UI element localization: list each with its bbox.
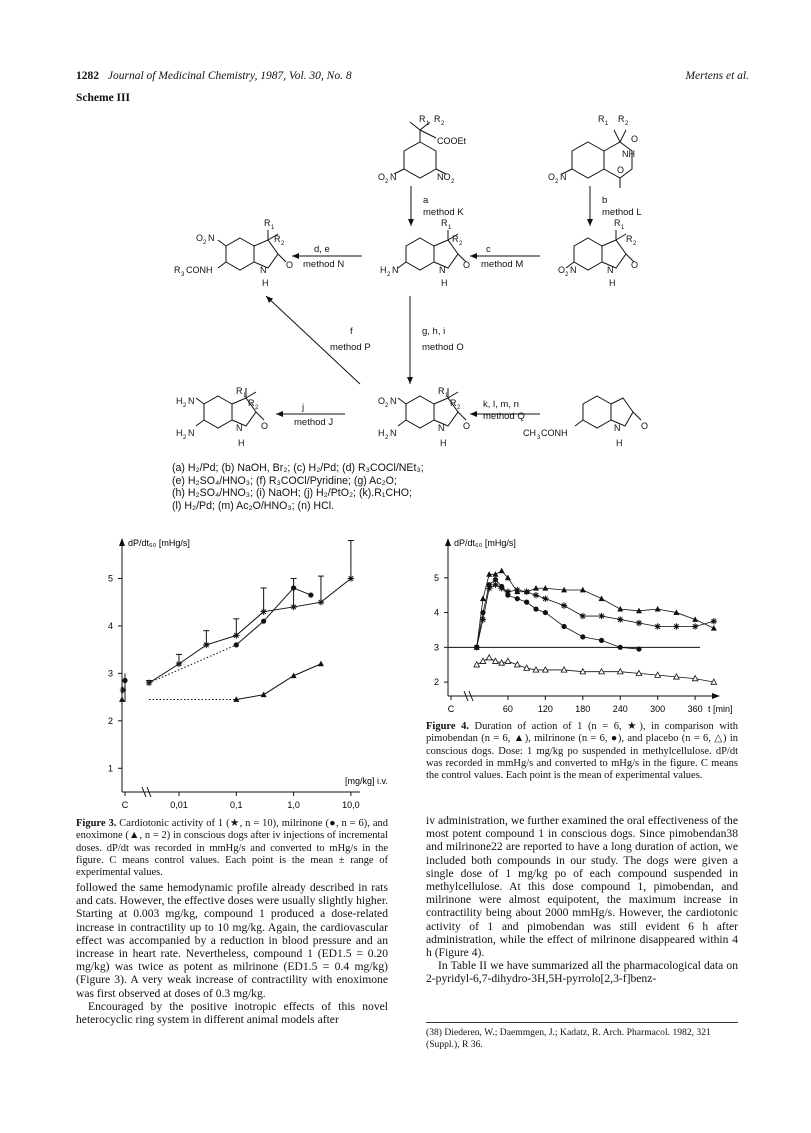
- data-point: [308, 592, 313, 597]
- data-point: [599, 638, 604, 643]
- y-tick-label: 2: [108, 715, 114, 726]
- paragraph: Encouraged by the positive inotropic effects of this novel heterocyclic ring system in different animal models after: [76, 999, 388, 1027]
- data-point: [474, 645, 479, 650]
- paragraph: In Table II we have summarized all the pharmacological data on 2-pyridyl-6,7-dihydro-3H,5H-pyrrolo[2,3-f]benz-: [426, 959, 738, 986]
- svg-text:N: N: [390, 396, 397, 406]
- data-point: [711, 618, 717, 624]
- data-point: [580, 613, 586, 619]
- svg-text:2: 2: [387, 272, 391, 278]
- svg-text:2: 2: [555, 179, 559, 185]
- legend-line: (a) H₂/Pd; (b) NaOH, Br₂; (c) H₂/Pd; (d) R₃COCl/NEt₃;: [172, 462, 424, 474]
- data-point: [580, 634, 585, 639]
- svg-text:R: R: [452, 234, 459, 244]
- data-point: [505, 658, 511, 663]
- svg-text:O: O: [548, 172, 556, 182]
- y-tick-label: 2: [434, 677, 440, 688]
- svg-text:O: O: [463, 421, 471, 431]
- svg-text:O: O: [196, 233, 204, 243]
- body-left-column: [76, 881, 388, 1026]
- data-point: [542, 595, 548, 601]
- x-tick-label: C: [121, 800, 129, 810]
- data-point: [636, 646, 641, 651]
- data-point: [290, 604, 296, 610]
- svg-text:H: H: [441, 278, 448, 288]
- svg-text:O: O: [631, 260, 639, 270]
- svg-text:2: 2: [459, 241, 463, 247]
- data-point: [636, 620, 642, 626]
- step-de: d, e: [314, 244, 330, 255]
- svg-text:N: N: [438, 423, 445, 433]
- data-point: [561, 667, 567, 672]
- data-point: [654, 623, 660, 629]
- x-tick-label: 0,1: [230, 800, 243, 810]
- svg-text:2: 2: [625, 121, 629, 127]
- y-tick-label: 4: [434, 607, 440, 618]
- x-tick-label: 300: [650, 704, 666, 714]
- data-point: [176, 661, 182, 667]
- svg-text:R: R: [618, 114, 625, 124]
- svg-text:R: R: [598, 114, 605, 124]
- x-tick-label: C: [447, 704, 455, 714]
- svg-text:O: O: [617, 165, 625, 175]
- data-point: [655, 606, 661, 612]
- svg-text:O: O: [631, 134, 639, 144]
- data-point: [692, 623, 698, 629]
- svg-text:2: 2: [183, 435, 187, 441]
- svg-text:H: H: [176, 428, 183, 438]
- svg-text:R: R: [274, 234, 281, 244]
- page-number: 1282: [76, 70, 99, 82]
- data-point: [261, 692, 267, 698]
- step-b: b: [602, 195, 608, 206]
- svg-text:O: O: [378, 396, 386, 406]
- svg-text:N: N: [560, 172, 567, 182]
- data-point: [533, 592, 539, 598]
- data-point: [318, 661, 324, 667]
- structure-diester: [394, 122, 446, 178]
- data-point: [474, 662, 480, 667]
- method-m: method M: [481, 259, 524, 270]
- svg-text:1: 1: [426, 121, 430, 127]
- svg-text:1: 1: [445, 393, 449, 399]
- step-a: a: [423, 195, 429, 206]
- svg-text:N: N: [236, 423, 243, 433]
- y-axis-label: dP/dt₆₀ [mHg/s]: [454, 538, 516, 548]
- y-tick-label: 3: [108, 668, 114, 679]
- svg-text:1: 1: [243, 393, 247, 399]
- data-point: [561, 624, 566, 629]
- svg-text:H: H: [616, 438, 623, 448]
- svg-text:O: O: [286, 260, 294, 270]
- svg-text:3: 3: [537, 435, 541, 441]
- y-axis-arrowhead: [119, 538, 125, 546]
- svg-text:R: R: [450, 398, 457, 408]
- data-point: [486, 655, 492, 660]
- method-o: method O: [422, 342, 464, 353]
- series-line: [236, 664, 321, 700]
- y-tick-label: 3: [434, 642, 440, 653]
- x-tick-label: 10,0: [342, 800, 360, 810]
- svg-text:CONH: CONH: [541, 428, 568, 438]
- y-axis-label: dP/dt₆₀ [mHg/s]: [128, 538, 190, 548]
- data-point: [203, 642, 209, 648]
- legend-line: (l) H₂/Pd; (m) Ac₂O/HNO₃; (n) HCl.: [172, 499, 335, 512]
- figure-4-label: Figure 4.: [426, 721, 469, 732]
- svg-text:R: R: [264, 218, 271, 228]
- step-klmn: k, l, m, n: [483, 399, 519, 410]
- svg-text:N: N: [390, 428, 397, 438]
- data-point: [480, 658, 486, 663]
- svg-text:1: 1: [605, 121, 609, 127]
- svg-text:R: R: [174, 265, 181, 275]
- legend-line: (h) H₂SO₄/HNO₃; (i) NaOH; (j) H₂/PtO₂; (k).R₁CHO;: [172, 487, 412, 500]
- step-j: j: [302, 402, 305, 413]
- step-ghi: g, h, i: [422, 326, 446, 337]
- svg-text:N: N: [260, 265, 267, 275]
- x-tick-label: 180: [575, 704, 591, 714]
- method-l: method L: [602, 207, 642, 218]
- svg-text:O: O: [463, 260, 471, 270]
- svg-text:N: N: [607, 265, 614, 275]
- svg-text:R: R: [434, 114, 441, 124]
- data-point: [493, 658, 499, 663]
- journal-citation: Journal of Medicinal Chemistry, 1987, Vol. 30, No. 8: [107, 70, 352, 82]
- method-j: method J: [294, 417, 334, 428]
- x-tick-label: 1,0: [287, 800, 300, 810]
- svg-text:2: 2: [281, 241, 285, 247]
- svg-text:H: H: [380, 265, 387, 275]
- svg-text:H: H: [262, 278, 269, 288]
- svg-text:N: N: [570, 265, 577, 275]
- data-point: [515, 596, 520, 601]
- data-point: [493, 577, 498, 582]
- legend-line: (e) H₂SO₄/HNO₃; (f) R₃COCl/Pyridine; (g) Ac₂O;: [172, 474, 397, 487]
- figure-4-chart: [420, 530, 740, 720]
- method-k: method K: [423, 207, 464, 218]
- data-point: [543, 667, 549, 672]
- svg-text:2: 2: [385, 179, 389, 185]
- data-point: [505, 593, 510, 598]
- figure-3-label: Figure 3.: [76, 818, 117, 829]
- author-header: Mertens et al.: [685, 70, 749, 82]
- structure-diamino-indolinone: [196, 388, 264, 428]
- data-point: [233, 632, 239, 638]
- svg-text:H: H: [238, 438, 245, 448]
- scheme-legend: [172, 462, 424, 512]
- data-point: [499, 584, 504, 589]
- svg-text:2: 2: [457, 405, 461, 411]
- svg-text:O: O: [641, 421, 649, 431]
- scheme-diagram: [0, 0, 811, 460]
- scheme-title: Scheme III: [76, 92, 130, 104]
- reference-38: (38) Diederen, W.; Daemmgen, J.; Kadatz, R. Arch. Pharmacol. 1982, 321 (Suppl.), R 36.: [426, 1027, 711, 1050]
- footnote-rule: [426, 1022, 738, 1023]
- svg-text:R: R: [248, 398, 255, 408]
- step-c: c: [486, 244, 491, 255]
- data-point: [580, 587, 586, 593]
- svg-text:2: 2: [385, 435, 389, 441]
- series-line: [477, 580, 639, 650]
- svg-text:N: N: [188, 396, 195, 406]
- svg-text:N: N: [188, 428, 195, 438]
- series-line: [236, 588, 311, 645]
- svg-text:N: N: [392, 265, 399, 275]
- y-tick-label: 1: [108, 763, 114, 774]
- data-point: [348, 575, 354, 581]
- svg-text:3: 3: [181, 272, 185, 278]
- svg-text:O: O: [261, 421, 269, 431]
- svg-text:N: N: [208, 233, 215, 243]
- x-tick-label: 0,01: [170, 800, 188, 810]
- paragraph: followed the same hemodynamic profile already described in rats and cats. However, the effective doses were usually slightly higher. Starting at 0.003 mg/kg, compound 1 produced a dose-related increase in contractility up to 10 mg/kg. Again, the cardiovascular effect was accompanied by a reduction in blood pressure and an increase in heart rate. Nevertheless, compound 1 (ED1.5 = 0.20 mg/kg) was twice as potent as milrinone (ED1.5 = 0.4 mg/kg) (Figure 3). A very weak increase of contractility with enoximone was first observed at doses of 0.3 mg/kg.: [76, 881, 388, 1000]
- svg-text:2: 2: [183, 403, 187, 409]
- data-point: [711, 625, 717, 631]
- y-axis-arrowhead: [445, 538, 451, 546]
- svg-text:2: 2: [565, 272, 569, 278]
- svg-text:1: 1: [621, 225, 625, 231]
- data-point: [480, 610, 485, 615]
- structure-amino-nitro-indolinone: [398, 388, 466, 428]
- data-point: [533, 606, 538, 611]
- svg-text:CONH: CONH: [186, 265, 213, 275]
- data-point: [599, 595, 605, 601]
- svg-text:R: R: [626, 234, 633, 244]
- svg-text:N: N: [439, 265, 446, 275]
- svg-text:2: 2: [203, 240, 207, 246]
- svg-text:H: H: [609, 278, 616, 288]
- method-q: method Q: [483, 411, 525, 422]
- svg-text:2: 2: [633, 241, 637, 247]
- control-enoximone-marker: [119, 696, 125, 702]
- data-point: [617, 606, 623, 612]
- figure-3-chart: [70, 530, 400, 820]
- svg-text:R: R: [438, 386, 445, 396]
- data-point: [514, 589, 520, 595]
- figure-3-text: Cardiotonic activity of 1 (★, n = 10), milrinone (●, n = 6), and enoximone (▲, n = 2) in conscious dogs after iv injections of incremental doses. dP/dt was recorded in mmHg/s and converted to mHg/s in the figure. C means control values. Each point is the mean ± range of experimental values.: [76, 818, 388, 879]
- x-tick-label: 120: [537, 704, 553, 714]
- svg-text:H: H: [378, 428, 385, 438]
- body-right-column: [426, 814, 738, 986]
- data-point: [673, 623, 679, 629]
- y-tick-label: 5: [434, 572, 440, 583]
- x-axis-label: t [min]: [708, 704, 733, 714]
- svg-text:R: R: [236, 386, 243, 396]
- data-point: [487, 582, 492, 587]
- svg-text:NH: NH: [622, 149, 635, 159]
- data-point: [499, 568, 505, 574]
- svg-text:2: 2: [451, 179, 455, 185]
- method-p: method P: [330, 342, 371, 353]
- svg-text:2: 2: [255, 405, 259, 411]
- step-f: f: [350, 326, 353, 337]
- svg-text:NO: NO: [437, 172, 451, 182]
- svg-text:2: 2: [441, 121, 445, 127]
- structure-acetamido-indolinone: [575, 396, 641, 428]
- y-tick-label: 5: [108, 573, 114, 584]
- svg-text:N: N: [614, 423, 621, 433]
- data-point: [561, 602, 567, 608]
- paragraph: iv administration, we further examined the oral effectiveness of the most potent compound 1 in conscious dogs. Since pimobendan38 and milrinone22 are reported to have a long duration of action, we included both compounds in our study. The dogs were given a single dose of 1 mg/kg po of each compound suspended in methylcellulose. At this dose compound 1, pimobendan, and milrinone were almost equipotent, the maximum increase in contractility being about 2000 mmHg/s. However, the cardiotonic activity of 1 and pimobendan was still evident 6 h after administration, while the effect of milrinone disappeared within 4 h (Figure 4).: [426, 814, 738, 960]
- svg-text:R: R: [419, 114, 426, 124]
- data-point: [291, 585, 296, 590]
- svg-text:O: O: [378, 172, 386, 182]
- data-point: [318, 599, 324, 605]
- svg-text:N: N: [390, 172, 397, 182]
- svg-text:2: 2: [385, 403, 389, 409]
- svg-text:H: H: [440, 438, 447, 448]
- svg-text:CH: CH: [523, 428, 536, 438]
- svg-text:R: R: [441, 218, 448, 228]
- svg-text:O: O: [558, 265, 566, 275]
- x-tick-label: 240: [612, 704, 628, 714]
- data-point: [617, 616, 623, 622]
- x-axis-label: [mg/kg] i.v.: [345, 776, 388, 786]
- svg-text:H: H: [176, 396, 183, 406]
- x-tick-label: 60: [502, 704, 513, 714]
- data-point: [480, 595, 486, 601]
- figure-4-text: Duration of action of 1 (n = 6, ★), in comparison with pimobendan (n = 6, ▲), milrinone (n = 6, ●), and placebo (n = 6, △) in conscious dogs. Dose: 1 mg/kg po suspended in methylcellulose. dP/dt was recorded in mmHg/s and converted to mHg/s in the figure. C means the control values. Each point is the mean of experimental values.: [426, 721, 738, 782]
- data-point: [261, 619, 266, 624]
- series-dotted-line: [149, 645, 236, 683]
- series-line: [477, 571, 714, 647]
- svg-text:1: 1: [448, 225, 452, 231]
- data-point: [618, 645, 623, 650]
- structure-nitro-indolinone: [566, 230, 634, 270]
- data-point: [543, 610, 548, 615]
- data-point: [524, 600, 529, 605]
- svg-text:COOEt: COOEt: [437, 136, 467, 146]
- data-point: [598, 613, 604, 619]
- figure-4-caption: [426, 721, 738, 782]
- data-point: [234, 642, 239, 647]
- method-n: method N: [303, 259, 345, 270]
- svg-text:1: 1: [271, 225, 275, 231]
- y-tick-label: 4: [108, 620, 114, 631]
- arrow-f: [266, 296, 360, 384]
- x-tick-label: 360: [687, 704, 703, 714]
- series-line: [477, 585, 714, 648]
- figure-3-caption: [76, 818, 388, 879]
- structure-isoquinolinedione: [562, 130, 632, 188]
- x-axis-arrowhead: [712, 693, 720, 699]
- svg-text:R: R: [614, 218, 621, 228]
